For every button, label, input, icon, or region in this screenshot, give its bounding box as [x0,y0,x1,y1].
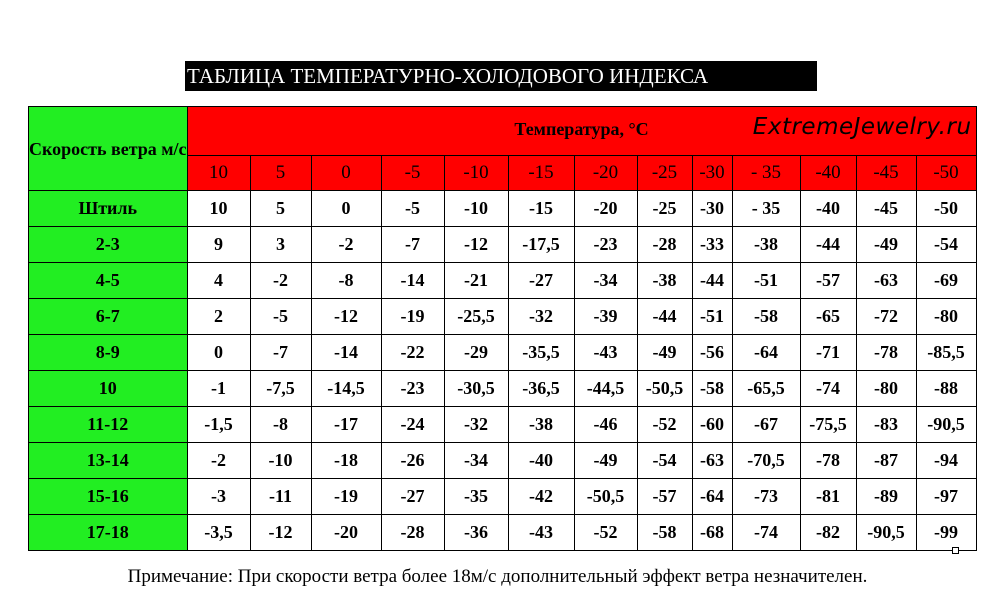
wind-speed-cell: 2-3 [29,227,188,263]
wind-chill-value: -45 [856,191,916,227]
wind-chill-value: -25 [637,191,692,227]
wind-chill-value: -14 [381,263,444,299]
temperature-header-cell: -20 [574,156,637,191]
wind-chill-value: -51 [732,263,800,299]
wind-chill-value: -38 [732,227,800,263]
table-row [29,515,977,551]
wind-chill-value: -26 [381,443,444,479]
wind-chill-value: 3 [250,227,311,263]
temperature-header-cell: - 35 [732,156,800,191]
wind-chill-value: -19 [381,299,444,335]
wind-chill-value: -52 [574,515,637,551]
wind-chill-value: -14,5 [311,371,381,407]
wind-chill-value: 0 [311,191,381,227]
wind-chill-value: -71 [800,335,856,371]
wind-chill-value: -7,5 [250,371,311,407]
page-title [185,61,817,91]
wind-chill-value: -14 [311,335,381,371]
wind-chill-value: -30,5 [444,371,508,407]
wind-chill-value: -64 [732,335,800,371]
wind-chill-value: -46 [574,407,637,443]
brand-watermark: ExtremeJewelry.ru [752,114,972,140]
table-row [29,335,977,371]
wind-chill-value: 10 [187,191,250,227]
wind-chill-value: -52 [637,407,692,443]
wind-chill-value: -58 [692,371,732,407]
wind-chill-value: -57 [637,479,692,515]
wind-chill-value: -12 [444,227,508,263]
wind-speed-cell: 11-12 [29,407,188,443]
wind-chill-value: 0 [187,335,250,371]
wind-chill-value: -35,5 [508,335,574,371]
wind-chill-value: -23 [574,227,637,263]
wind-chill-value: -27 [508,263,574,299]
wind-speed-cell: 10 [29,371,188,407]
wind-chill-value: -34 [574,263,637,299]
wind-chill-value: -39 [574,299,637,335]
wind-chill-value: -3,5 [187,515,250,551]
wind-chill-value: -51 [692,299,732,335]
wind-chill-value: -56 [692,335,732,371]
wind-chill-value: -85,5 [916,335,976,371]
wind-chill-value: -67 [732,407,800,443]
wind-chill-value: -57 [800,263,856,299]
temperature-header-cell: 0 [311,156,381,191]
wind-chill-value: -82 [800,515,856,551]
temperature-header-cell: -25 [637,156,692,191]
wind-chill-value: -44,5 [574,371,637,407]
table-row [29,371,977,407]
wind-chill-value: -10 [444,191,508,227]
wind-speed-cell: 6-7 [29,299,188,335]
wind-chill-value: -7 [381,227,444,263]
wind-speed-cell: 15-16 [29,479,188,515]
wind-chill-value: -69 [916,263,976,299]
temperature-header-cell: -10 [444,156,508,191]
wind-chill-value: -5 [250,299,311,335]
table-row [29,443,977,479]
wind-chill-value: -12 [250,515,311,551]
wind-chill-value: - 35 [732,191,800,227]
wind-chill-value: -70,5 [732,443,800,479]
wind-chill-value: -43 [574,335,637,371]
wind-chill-value: -90,5 [916,407,976,443]
wind-chill-value: -50,5 [574,479,637,515]
title-text: ТАБЛИЦА ТЕМПЕРАТУРНО-ХОЛОДОВОГО ИНДЕКСА [187,64,709,88]
wind-chill-value: -20 [574,191,637,227]
wind-chill-value: -38 [637,263,692,299]
wind-chill-value: -83 [856,407,916,443]
wind-chill-value: -58 [637,515,692,551]
table-row [29,479,977,515]
wind-chill-value: -60 [692,407,732,443]
wind-chill-value: -27 [381,479,444,515]
wind-chill-value: -72 [856,299,916,335]
wind-chill-value: -32 [508,299,574,335]
wind-chill-value: -42 [508,479,574,515]
wind-chill-value: -75,5 [800,407,856,443]
wind-chill-value: -2 [250,263,311,299]
wind-chill-value: -87 [856,443,916,479]
wind-chill-value: -74 [732,515,800,551]
wind-chill-value: -58 [732,299,800,335]
wind-chill-value: -44 [800,227,856,263]
wind-chill-value: -30 [692,191,732,227]
wind-speed-cell: 17-18 [29,515,188,551]
wind-chill-value: -99 [916,515,976,551]
wind-chill-value: -73 [732,479,800,515]
wind-chill-value: -68 [692,515,732,551]
wind-chill-value: -35 [444,479,508,515]
wind-chill-table [28,106,977,551]
temperature-header-cell: -50 [916,156,976,191]
wind-chill-value: -78 [800,443,856,479]
temperature-header-cell: 10 [187,156,250,191]
wind-chill-value: -80 [856,371,916,407]
wind-chill-value: 9 [187,227,250,263]
wind-chill-value: -43 [508,515,574,551]
wind-chill-value: -28 [381,515,444,551]
wind-chill-value: -49 [574,443,637,479]
wind-chill-value: -44 [637,299,692,335]
wind-chill-value: -33 [692,227,732,263]
wind-chill-value: -11 [250,479,311,515]
temperature-header-cell: 5 [250,156,311,191]
wind-chill-value: -38 [508,407,574,443]
table-row [29,299,977,335]
wind-chill-value: -34 [444,443,508,479]
wind-chill-value: -32 [444,407,508,443]
wind-chill-value: -12 [311,299,381,335]
wind-chill-value: -63 [692,443,732,479]
wind-chill-value: -63 [856,263,916,299]
wind-chill-value: 5 [250,191,311,227]
wind-chill-value: -65 [800,299,856,335]
wind-chill-value: -15 [508,191,574,227]
wind-chill-value: -18 [311,443,381,479]
wind-chill-value: -88 [916,371,976,407]
wind-chill-value: -19 [311,479,381,515]
wind-speed-cell: 13-14 [29,443,188,479]
wind-chill-value: -5 [381,191,444,227]
wind-speed-label: Скорость ветра м/с [29,138,187,159]
wind-chill-value: -36 [444,515,508,551]
wind-chill-value: -36,5 [508,371,574,407]
temperature-header-cell: -45 [856,156,916,191]
wind-chill-value: -23 [381,371,444,407]
table-resize-handle[interactable] [952,547,959,554]
temperature-header-cell: -30 [692,156,732,191]
wind-chill-value: -29 [444,335,508,371]
wind-speed-header [29,107,188,191]
wind-speed-cell: 4-5 [29,263,188,299]
wind-chill-value: -89 [856,479,916,515]
wind-chill-value: -17 [311,407,381,443]
temperature-header-cell: -40 [800,156,856,191]
wind-chill-value: -40 [800,191,856,227]
wind-chill-value: -54 [916,227,976,263]
footnote: Примечание: При скорости ветра более 18м/с дополнительный эффект ветра незначителен. [127,566,868,587]
wind-chill-value: -20 [311,515,381,551]
temperature-label: Температура, °С [514,119,649,139]
wind-chill-value: -21 [444,263,508,299]
wind-chill-value: -54 [637,443,692,479]
wind-chill-value: -8 [250,407,311,443]
wind-speed-cell: Штиль [29,191,188,227]
wind-speed-cell: 8-9 [29,335,188,371]
wind-chill-value: -97 [916,479,976,515]
wind-chill-value: -78 [856,335,916,371]
wind-chill-value: -28 [637,227,692,263]
wind-chill-value: -3 [187,479,250,515]
temperature-header-cell: -15 [508,156,574,191]
wind-chill-value: -1 [187,371,250,407]
wind-chill-value: -50 [916,191,976,227]
wind-chill-value: -49 [856,227,916,263]
wind-chill-value: -22 [381,335,444,371]
wind-chill-value: -49 [637,335,692,371]
table-row [29,263,977,299]
wind-chill-value: -1,5 [187,407,250,443]
wind-chill-value: -7 [250,335,311,371]
wind-chill-value: -10 [250,443,311,479]
wind-chill-value: -17,5 [508,227,574,263]
wind-chill-value: -81 [800,479,856,515]
wind-chill-value: -44 [692,263,732,299]
wind-chill-value: -24 [381,407,444,443]
wind-chill-value: -64 [692,479,732,515]
wind-chill-value: -90,5 [856,515,916,551]
wind-chill-value: -94 [916,443,976,479]
wind-chill-value: -2 [311,227,381,263]
wind-chill-value: -8 [311,263,381,299]
wind-chill-value: -80 [916,299,976,335]
wind-chill-value: -40 [508,443,574,479]
table-row [29,227,977,263]
wind-chill-value: 4 [187,263,250,299]
wind-chill-value: -2 [187,443,250,479]
wind-chill-value: -74 [800,371,856,407]
wind-chill-value: 2 [187,299,250,335]
wind-chill-value: -65,5 [732,371,800,407]
table-row [29,191,977,227]
wind-chill-value: -25,5 [444,299,508,335]
temperature-header [187,107,976,156]
wind-chill-value: -50,5 [637,371,692,407]
table-row [29,407,977,443]
temperature-header-cell: -5 [381,156,444,191]
